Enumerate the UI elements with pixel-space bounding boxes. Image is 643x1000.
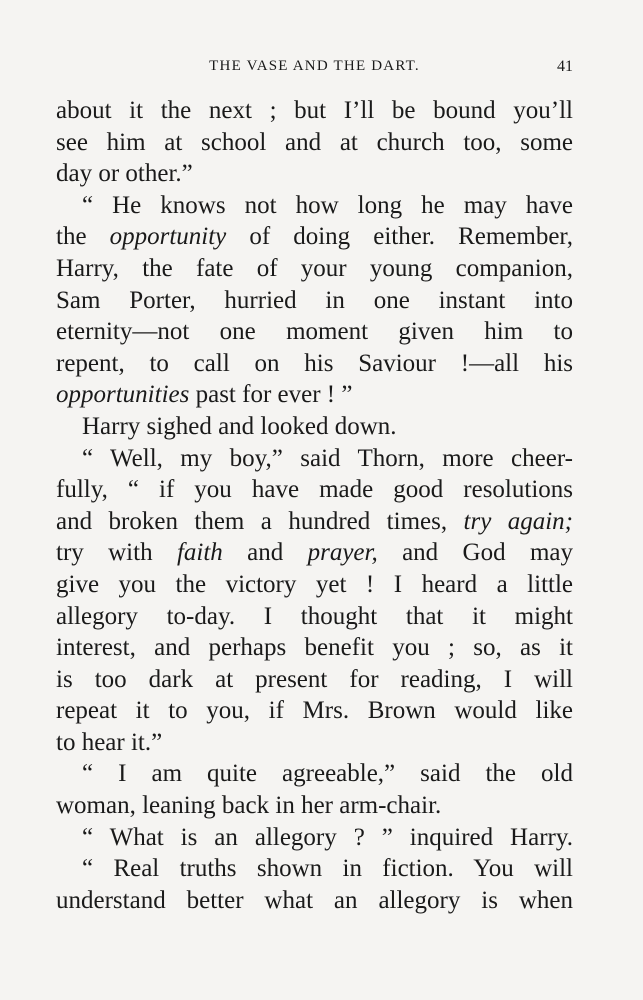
text-run: try with (56, 539, 177, 567)
text-line (56, 506, 573, 538)
text-run: Harry sighed and looked down. (82, 412, 397, 440)
text-line (56, 285, 573, 317)
text-run: and God may (377, 539, 573, 567)
text-line (56, 348, 573, 380)
text-run: “ What is an allegory ? ” inquired Harry. (82, 823, 573, 851)
text-line (56, 127, 573, 159)
text-run: and broken them a hundred times, (56, 507, 464, 535)
text-line (56, 221, 573, 253)
italic-text: opportunities (56, 381, 190, 409)
text-run: and (222, 539, 308, 567)
text-run: day or other.” (56, 160, 193, 188)
text-line (56, 443, 573, 475)
text-run: interest, and perhaps benefit you ; so, as it (56, 634, 573, 662)
italic-text: opportunity (109, 223, 227, 251)
text-run: Harry, the fate of your young companion, (56, 254, 573, 282)
text-line (56, 190, 573, 222)
text-line (56, 253, 573, 285)
text-run: allegory to-day. I thought that it might (56, 602, 573, 630)
text-run: “ He knows not how long he may have (82, 191, 573, 219)
text-line (56, 853, 573, 885)
text-line (56, 411, 573, 443)
text-run: woman, leaning back in her arm-chair. (56, 792, 442, 820)
text-line (56, 727, 573, 759)
page-number: 41 (557, 58, 573, 75)
text-run: repent, to call on his Saviour !—all his (56, 349, 573, 377)
text-run: “ Real truths shown in fiction. You will (82, 855, 573, 883)
text-line (56, 758, 573, 790)
text-line (56, 379, 573, 411)
text-run: Sam Porter, hurried in one instant into (56, 286, 573, 314)
text-line (56, 569, 573, 601)
text-line (56, 95, 573, 127)
text-run: repeat it to you, if Mrs. Brown would like (56, 697, 573, 725)
text-run: understand better what an allegory is when (56, 886, 573, 914)
running-title: THE VASE AND THE DART. (209, 58, 420, 74)
italic-text: faith (176, 539, 223, 567)
text-run: eternity—not one moment given him to (56, 318, 573, 346)
text-line (56, 822, 573, 854)
body-text (56, 95, 573, 916)
text-line (56, 158, 573, 190)
text-run: “ I am quite agreeable,” said the old (82, 760, 573, 788)
page-header (56, 58, 573, 80)
text-run: about it the next ; but I’ll be bound you’ll (56, 97, 573, 124)
text-run: see him at school and at church too, some (56, 128, 573, 156)
text-run: “ Well, my boy,” said Thorn, more cheer- (82, 444, 573, 472)
text-line (56, 664, 573, 696)
text-line (56, 632, 573, 664)
text-line (56, 790, 573, 822)
text-line (56, 474, 573, 506)
text-run: the (56, 223, 110, 251)
text-line (56, 316, 573, 348)
text-run: fully, “ if you have made good resolutions (56, 476, 573, 504)
text-line (56, 885, 573, 917)
text-run: past for ever ! ” (189, 381, 353, 409)
text-line (56, 695, 573, 727)
text-run: is too dark at present for reading, I will (56, 665, 573, 693)
italic-text: try again; (463, 507, 573, 535)
text-run: of doing either. Remember, (226, 223, 573, 251)
text-run: give you the victory yet ! I heard a little (56, 570, 573, 598)
text-line (56, 537, 573, 569)
italic-text: prayer, (307, 539, 378, 567)
text-run: to hear it.” (56, 728, 163, 756)
text-line (56, 601, 573, 633)
